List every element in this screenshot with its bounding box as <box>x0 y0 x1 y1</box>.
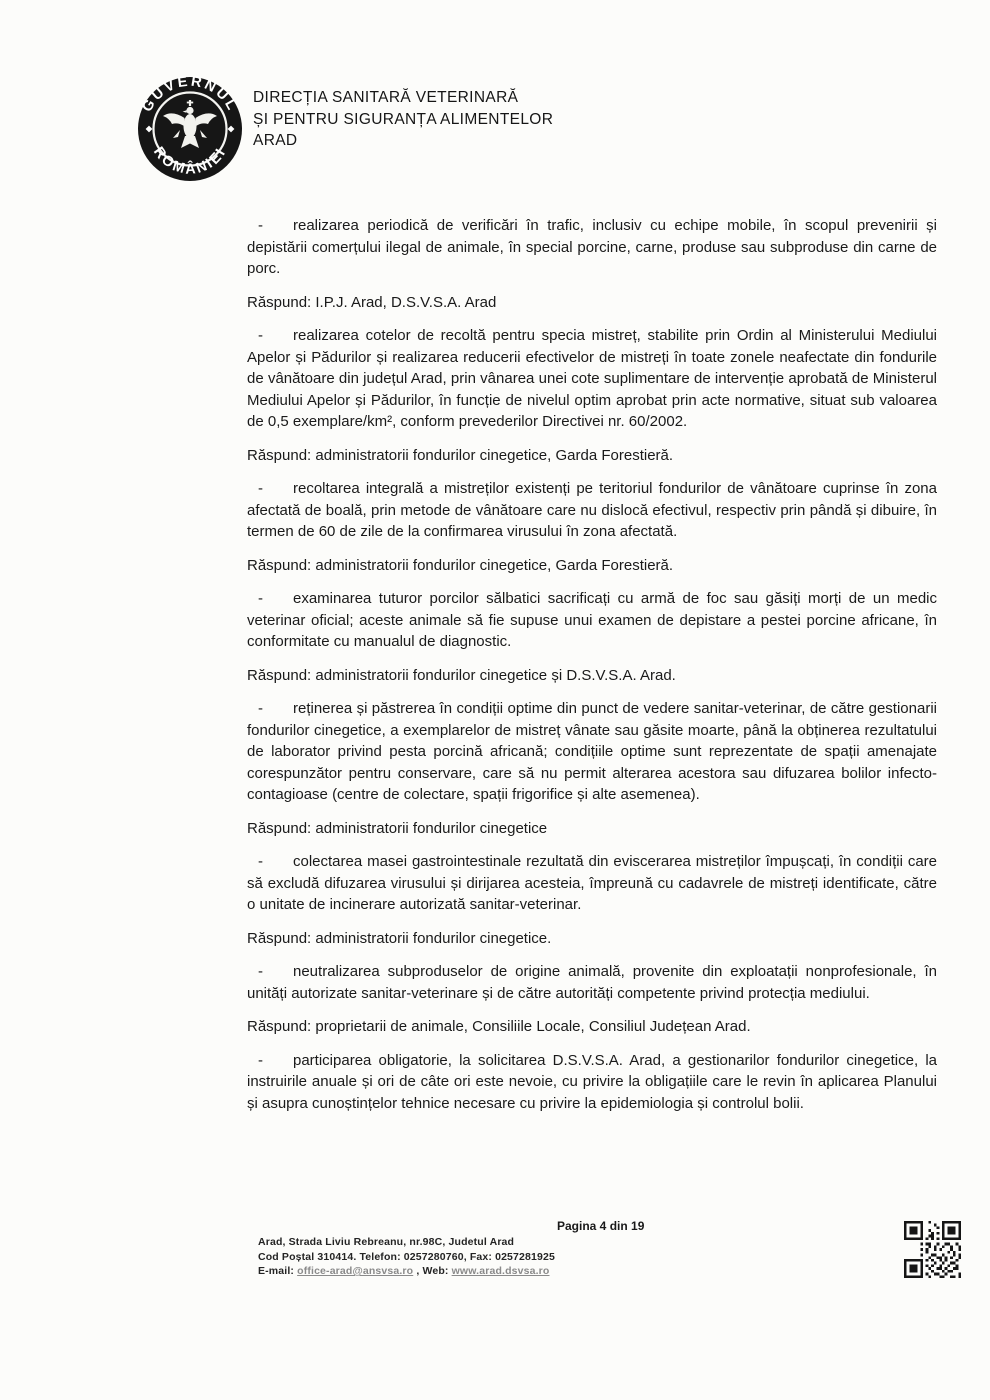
paragraph-text: colectarea masei gastrointestinale rezultată din eviscerarea mistreților împușcați, în condiții care să excludă difuzarea virusului și dirijarea acesteia, împreună cu cadavrele de mistreți identificate, către o unitate de incinerare autorizată sanitar-veterinar. <box>247 853 937 913</box>
org-header <box>253 87 553 152</box>
web-link[interactable]: www.arad.dsvsa.ro <box>451 1265 550 1277</box>
org-name-line1: DIRECȚIA SANITARĂ VETERINARĂ <box>253 89 519 106</box>
org-name-line3: ARAD <box>253 132 298 149</box>
paragraph-text: participarea obligatorie, la solicitarea D.S.V.S.A. Arad, a gestionarilor fondurilor cinegetice, la instruirile anuale și ori de câte ori este nevoie, cu privire la obligațiile care le revin în aplicarea Planului și asupra cunoștințelor tehnice necesare cu privire la epidemiologia și controlul bolii. <box>247 1051 937 1112</box>
page-number: Pagina 4 din 19 <box>557 1219 645 1233</box>
bullet-dash: - <box>258 590 263 607</box>
bullet-dash: - <box>258 853 263 870</box>
web-label: Web: <box>422 1265 449 1277</box>
bullet-paragraph <box>247 698 937 806</box>
links-separator: , <box>413 1265 423 1277</box>
bullet-paragraph <box>247 851 937 916</box>
paragraph-text: neutralizarea subproduselor de origine animală, provenite din exploatații nonprofesionale, în unități autorizate sanitar-veterinare și de către autorități competente privind protecția mediului. <box>247 963 937 1002</box>
seal-text-bottom: ROMÂNIEI <box>149 144 230 178</box>
bullet-paragraph <box>247 325 937 433</box>
bullet-dash: - <box>258 963 263 980</box>
footer-address-block <box>258 1235 555 1279</box>
responsible-line: Răspund: proprietarii de animale, Consiliile Locale, Consiliul Județean Arad. <box>247 1018 751 1035</box>
paragraph-text: reținerea și păstrerea în condiții optime din punct de vedere sanitar-veterinar, de către gestionarii fondurilor cinegetice, a exemplarelor de mistreț vânate sau găsite moarte, până la obținerea rezultatului de laborator privind pesta porcină africană; condițiile optime sunt reprezentate de spații amenajate corespunzător pentru conservare, care să nu permit alterarea acestora sau difuzarea bolilor infecto-contagioase (centre de colectare, spații frigorifice și alte asemenea). <box>247 700 937 803</box>
responsible-line: Răspund: administratorii fondurilor cinegetice și D.S.V.S.A. Arad. <box>247 666 676 684</box>
paragraph-text: examinarea tuturor porcilor sălbatici sacrificați cu armă de foc sau găsiți morți de un medic veterinar oficial; aceste animale să fie supuse unui examen de depistare a pestei porcine africane, în conformitate cu manualul de diagnostic. <box>247 590 937 650</box>
qr-code <box>904 1221 961 1278</box>
responsible-line: Răspund: administratorii fondurilor cinegetice, Garda Forestieră. <box>247 446 674 464</box>
paragraph-text: realizarea cotelor de recoltă pentru specia mistreț, stabilite prin Ordin al Ministerului Mediului Apelor și Pădurilor și realizarea reducerii efectivelor de mistreți în toate zonele neafectate din fondurile de vânătoare din județul Arad, prin vânarea unei cote suplimentare de intervenție aprobată de Ministerul Mediului Apelor și Pădurilor, în funcție de nivelul optim aprobat prin acte normative, situat sub valoarea de 0,5 exemplare/km², conform prevederilor Directivei nr. 60/2002. <box>247 327 937 430</box>
responsible-line: Răspund: I.P.J. Arad, D.S.V.S.A. Arad <box>247 293 497 311</box>
seal-text-top: GUVERNUL <box>139 74 241 115</box>
bullet-paragraph <box>247 215 937 280</box>
bullet-dash: - <box>258 700 263 717</box>
email-label: E-mail: <box>258 1265 295 1277</box>
bullet-dash: - <box>258 480 263 497</box>
bullet-paragraph <box>247 961 937 1004</box>
responsible-line: Răspund: administratorii fondurilor cinegetice <box>247 819 548 837</box>
bullet-paragraph <box>247 478 937 543</box>
address-line1: Arad, Strada Liviu Rebreanu, nr.98C, Judetul Arad <box>258 1236 515 1248</box>
address-line2: Cod Poștal 310414. Telefon: 0257280760, Fax: 0257281925 <box>258 1250 555 1263</box>
government-seal-logo <box>136 74 244 184</box>
email-link[interactable]: office-arad@ansvsa.ro <box>297 1265 414 1277</box>
paragraph-text: realizarea periodică de verificări în trafic, inclusiv cu echipe mobile, în scopul prevenirii și depistării comerțului ilegal de animale, în special porcine, carne, produse sau subproduse din carne de porc. <box>247 217 937 277</box>
paragraph-text: recoltarea integrală a mistreților existenți pe teritoriul fondurilor de vânătoare cuprinse în zona afectată de boală, prin metode de vânătoare care nu dislocă efectivul, respectiv prin pândă și dibuire, în termen de 60 de zile de la confirmarea virusului în zona afectată. <box>247 480 937 540</box>
bullet-dash: - <box>258 327 263 344</box>
responsible-line: Răspund: administratorii fondurilor cinegetice. <box>247 929 552 947</box>
bullet-paragraph <box>247 588 937 653</box>
bullet-paragraph <box>247 1050 937 1115</box>
address-line3 <box>258 1264 555 1279</box>
document-body <box>247 215 937 1126</box>
bullet-dash: - <box>258 217 263 234</box>
responsible-line: Răspund: administratorii fondurilor cinegetice, Garda Forestieră. <box>247 556 674 574</box>
org-name-line2: ȘI PENTRU SIGURANȚA ALIMENTELOR <box>253 110 554 128</box>
bullet-dash: - <box>258 1051 263 1069</box>
